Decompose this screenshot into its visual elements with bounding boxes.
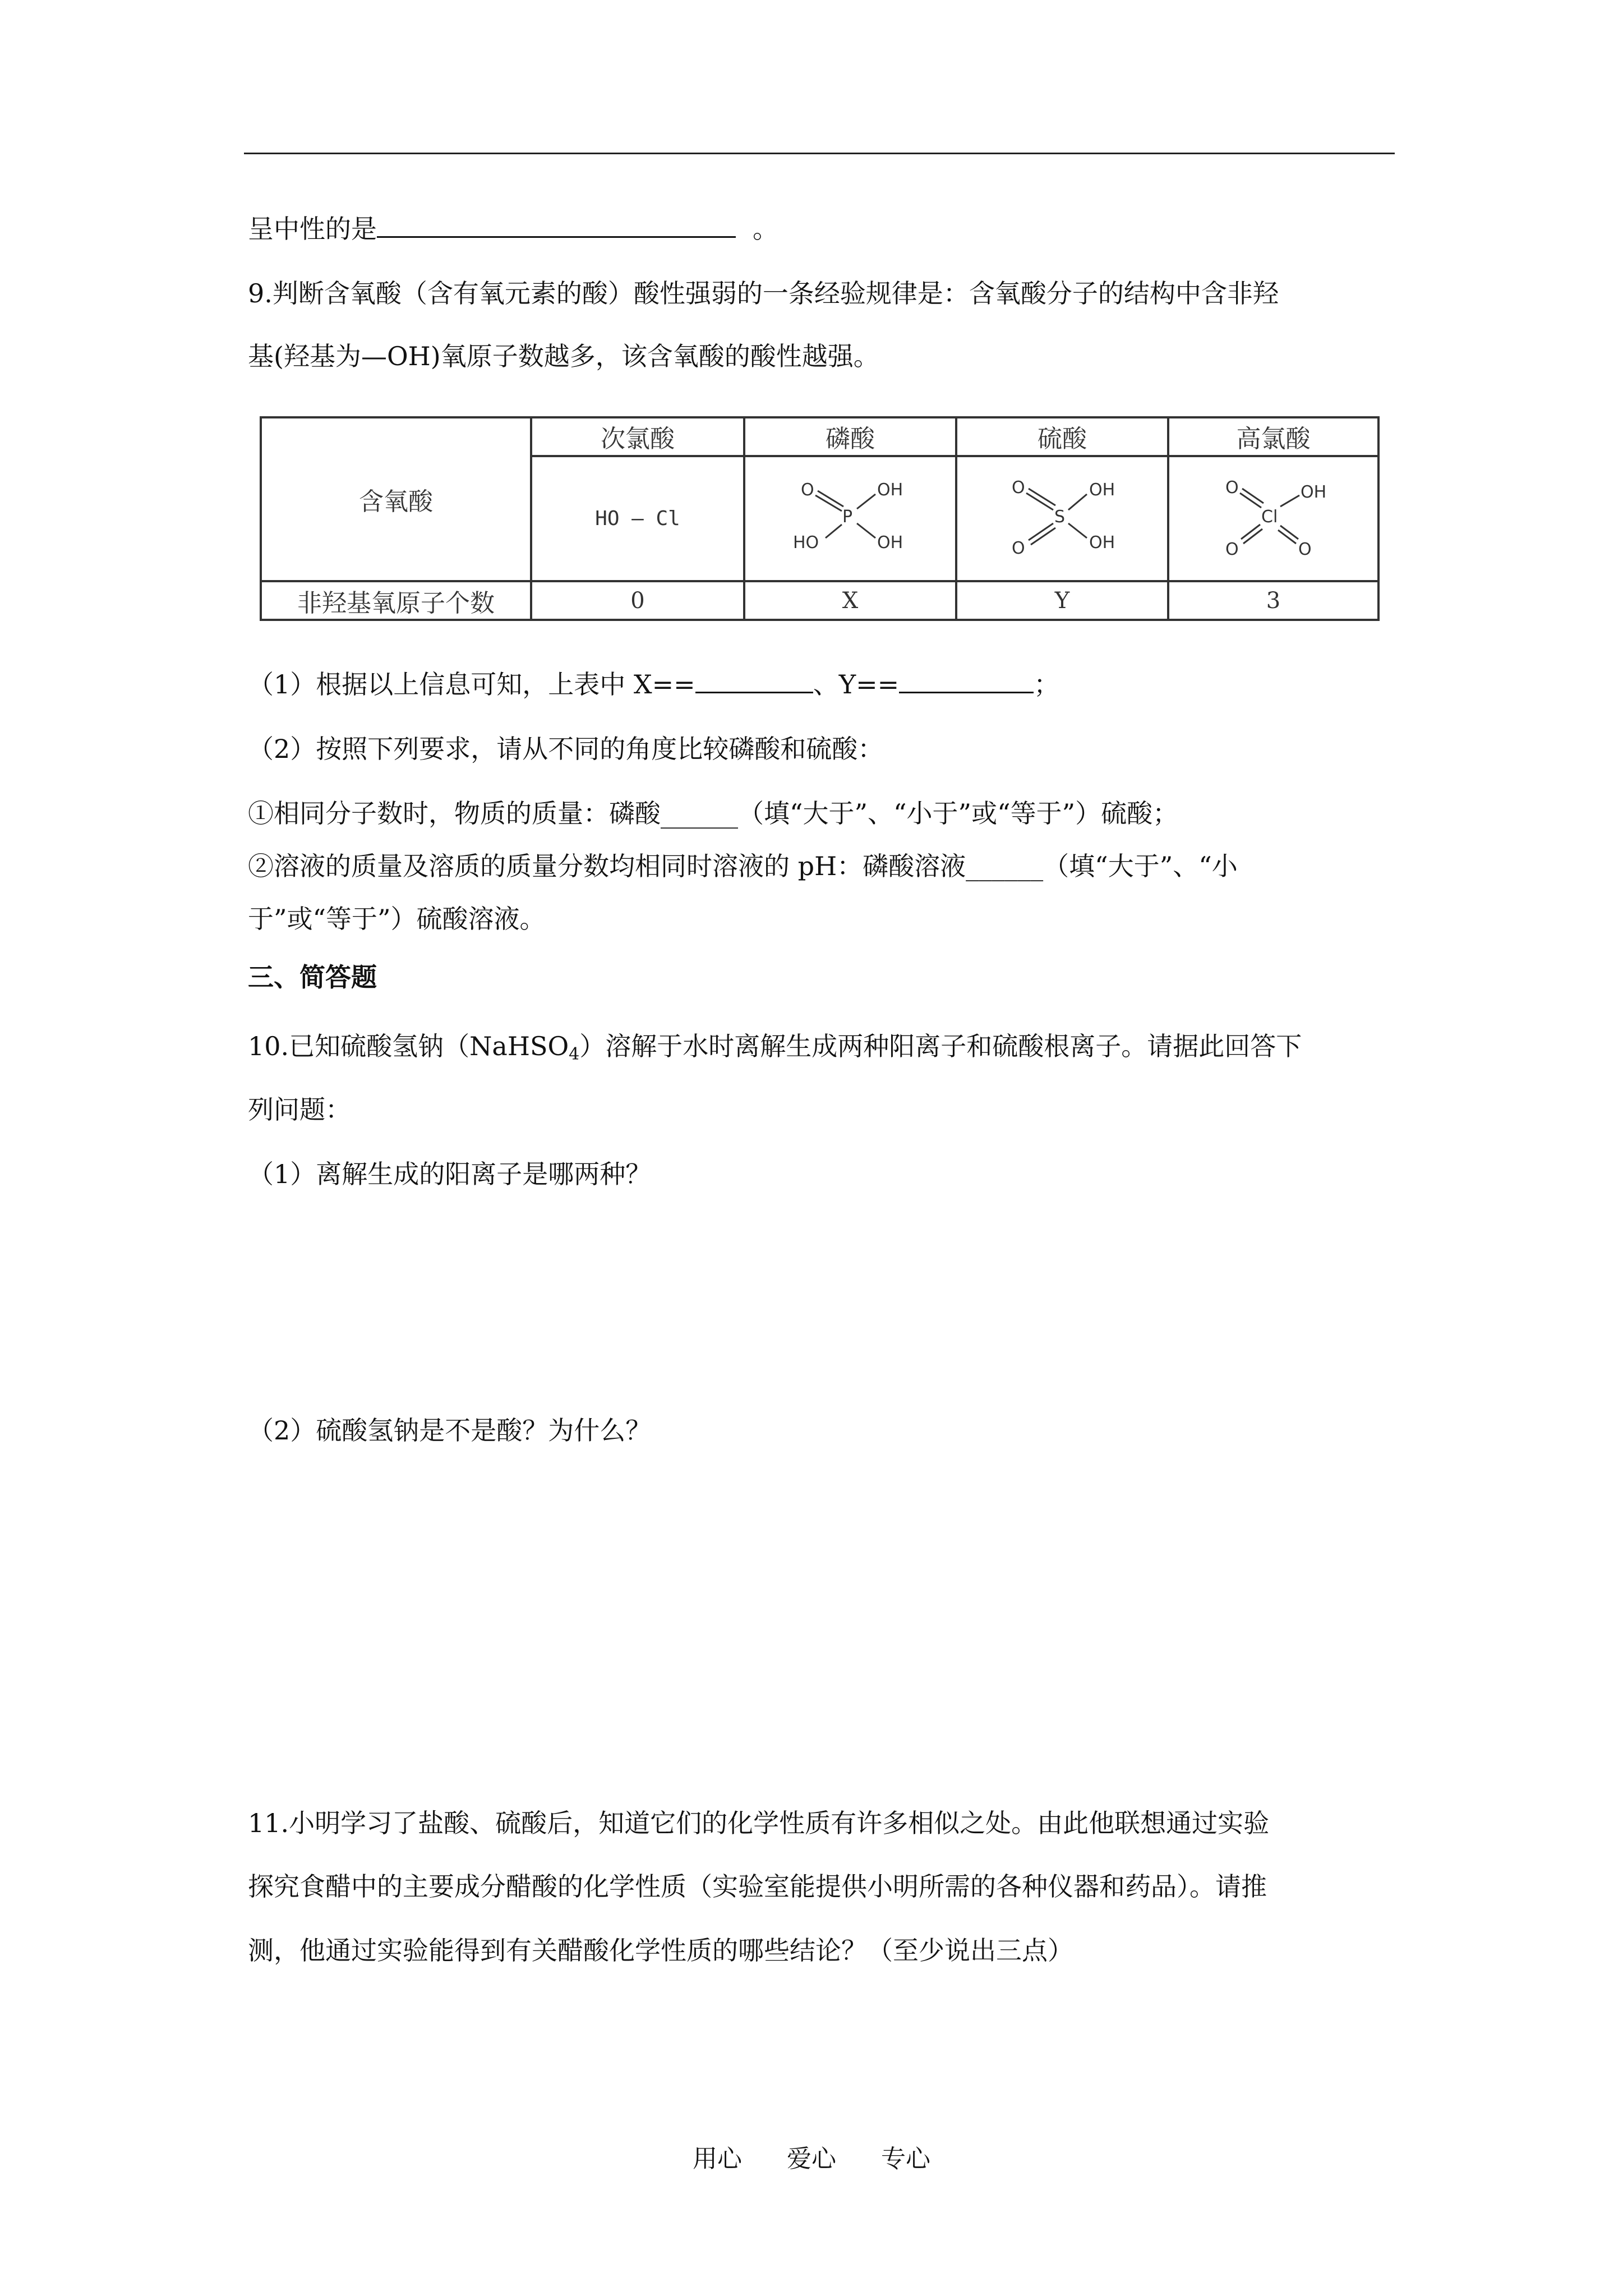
col-hypochlorous-acid: 次氯酸	[531, 417, 744, 456]
q11-line1: 11.小明学习了盐酸、硫酸后，知道它们的化学性质有许多相似之处。由此他联想通过实验	[248, 1808, 1270, 1838]
atom-oh: OH	[1089, 480, 1115, 500]
q9-sub1-text: （1）根据以上信息可知，上表中 X==	[248, 669, 695, 700]
count-hypochlorous: 0	[531, 581, 744, 620]
atom-oh: OH	[877, 480, 903, 500]
q10-sub1: （1）离解生成的阳离子是哪两种？	[248, 1159, 652, 1189]
q9-sub2: （2）按照下列要求，请从不同的角度比较磷酸和硫酸：	[248, 734, 884, 764]
header-rule	[244, 153, 1395, 154]
q9-line1: 9.判断含氧酸（含有氧元素的酸）酸性强弱的一条经验规律是：含氧酸分子的结构中含非羟	[248, 278, 1279, 309]
q9-sub2a: ①相同分子数时，物质的质量：磷酸______（填“大于”、“小于”或“等于”）硫酸；	[248, 798, 1179, 829]
sulfuric-structure-diagram	[995, 465, 1129, 566]
hypochlorous-structure: HO — Cl	[531, 456, 744, 582]
atom-cl: Cl	[1261, 507, 1278, 527]
footer-item: 爱心	[787, 2145, 836, 2173]
section-title: 三、简答题	[248, 962, 377, 992]
q10-line2: 列问题：	[248, 1094, 351, 1125]
perchloric-structure	[1168, 456, 1378, 582]
atom-o: O	[1012, 538, 1025, 558]
col-perchloric-acid: 高氯酸	[1168, 417, 1378, 456]
atom-ho: HO	[793, 532, 819, 553]
atom-s: S	[1054, 507, 1066, 527]
q9-sub1-sep: 、Y==	[813, 669, 900, 700]
q8-tail-end: 。	[753, 214, 778, 244]
answer-blank-y[interactable]	[899, 669, 1034, 693]
page-footer	[0, 2138, 1623, 2174]
atom-o: O	[1012, 477, 1025, 498]
q9-line2: 基(羟基为—OH)氧原子数越多，该含氧酸的酸性越强。	[248, 341, 879, 371]
q10-line1	[248, 1029, 1302, 1071]
atom-o: O	[1225, 539, 1239, 559]
perchloric-structure-diagram	[1206, 465, 1341, 566]
phosphoric-structure-diagram	[783, 465, 917, 566]
q11-line3: 测，他通过实验能得到有关醋酸化学性质的哪些结论？（至少说出三点）	[248, 1935, 1073, 1966]
count-phosphoric: X	[744, 581, 956, 620]
atom-oh: OH	[877, 532, 903, 553]
oxyacid-table	[260, 416, 1377, 621]
sulfuric-structure	[956, 456, 1168, 582]
atom-o: O	[1298, 539, 1312, 559]
count-perchloric: 3	[1168, 581, 1378, 620]
col-sulfuric-acid: 硫酸	[956, 417, 1168, 456]
atom-oh: OH	[1300, 482, 1326, 502]
q8-tail-text: 呈中性的是	[248, 214, 377, 244]
col-phosphoric-acid: 磷酸	[744, 417, 956, 456]
footer-item: 用心	[693, 2145, 742, 2173]
answer-blank[interactable]	[377, 214, 736, 238]
row-header-count: 非羟基氧原子个数	[261, 581, 531, 620]
answer-blank-x[interactable]	[695, 669, 813, 693]
q10-line1-post: ）溶解于水时离解生成两种阳离子和硫酸根离子。请据此回答下	[579, 1031, 1302, 1061]
atom-o: O	[1225, 477, 1239, 498]
phosphoric-structure	[744, 456, 956, 582]
q9-sub1	[248, 668, 1059, 701]
atom-oh: OH	[1089, 532, 1115, 553]
q10-line1-pre: 10.已知硫酸氢钠（NaHSO	[248, 1031, 569, 1061]
atom-o: O	[801, 480, 814, 500]
footer-item: 专心	[881, 2145, 930, 2173]
count-sulfuric: Y	[956, 581, 1168, 620]
atom-p: P	[842, 507, 853, 527]
row-header-acid: 含氧酸	[261, 417, 531, 581]
q9-sub2b-line1: ②溶液的质量及溶质的质量分数均相同时溶液的 pH：磷酸溶液______（填“大于”、“小	[248, 851, 1238, 881]
q10-sub2: （2）硫酸氢钠是不是酸？为什么？	[248, 1415, 652, 1446]
q9-sub2b-line2: 于”或“等于”）硫酸溶液。	[248, 904, 546, 934]
q9-sub1-end: ；	[1034, 669, 1060, 700]
q10-subscript: 4	[569, 1045, 580, 1064]
q11-line2: 探究食醋中的主要成分醋酸的化学性质（实验室能提供小明所需的各种仪器和药品）。请推	[248, 1871, 1267, 1902]
q8-tail-line	[248, 212, 778, 246]
